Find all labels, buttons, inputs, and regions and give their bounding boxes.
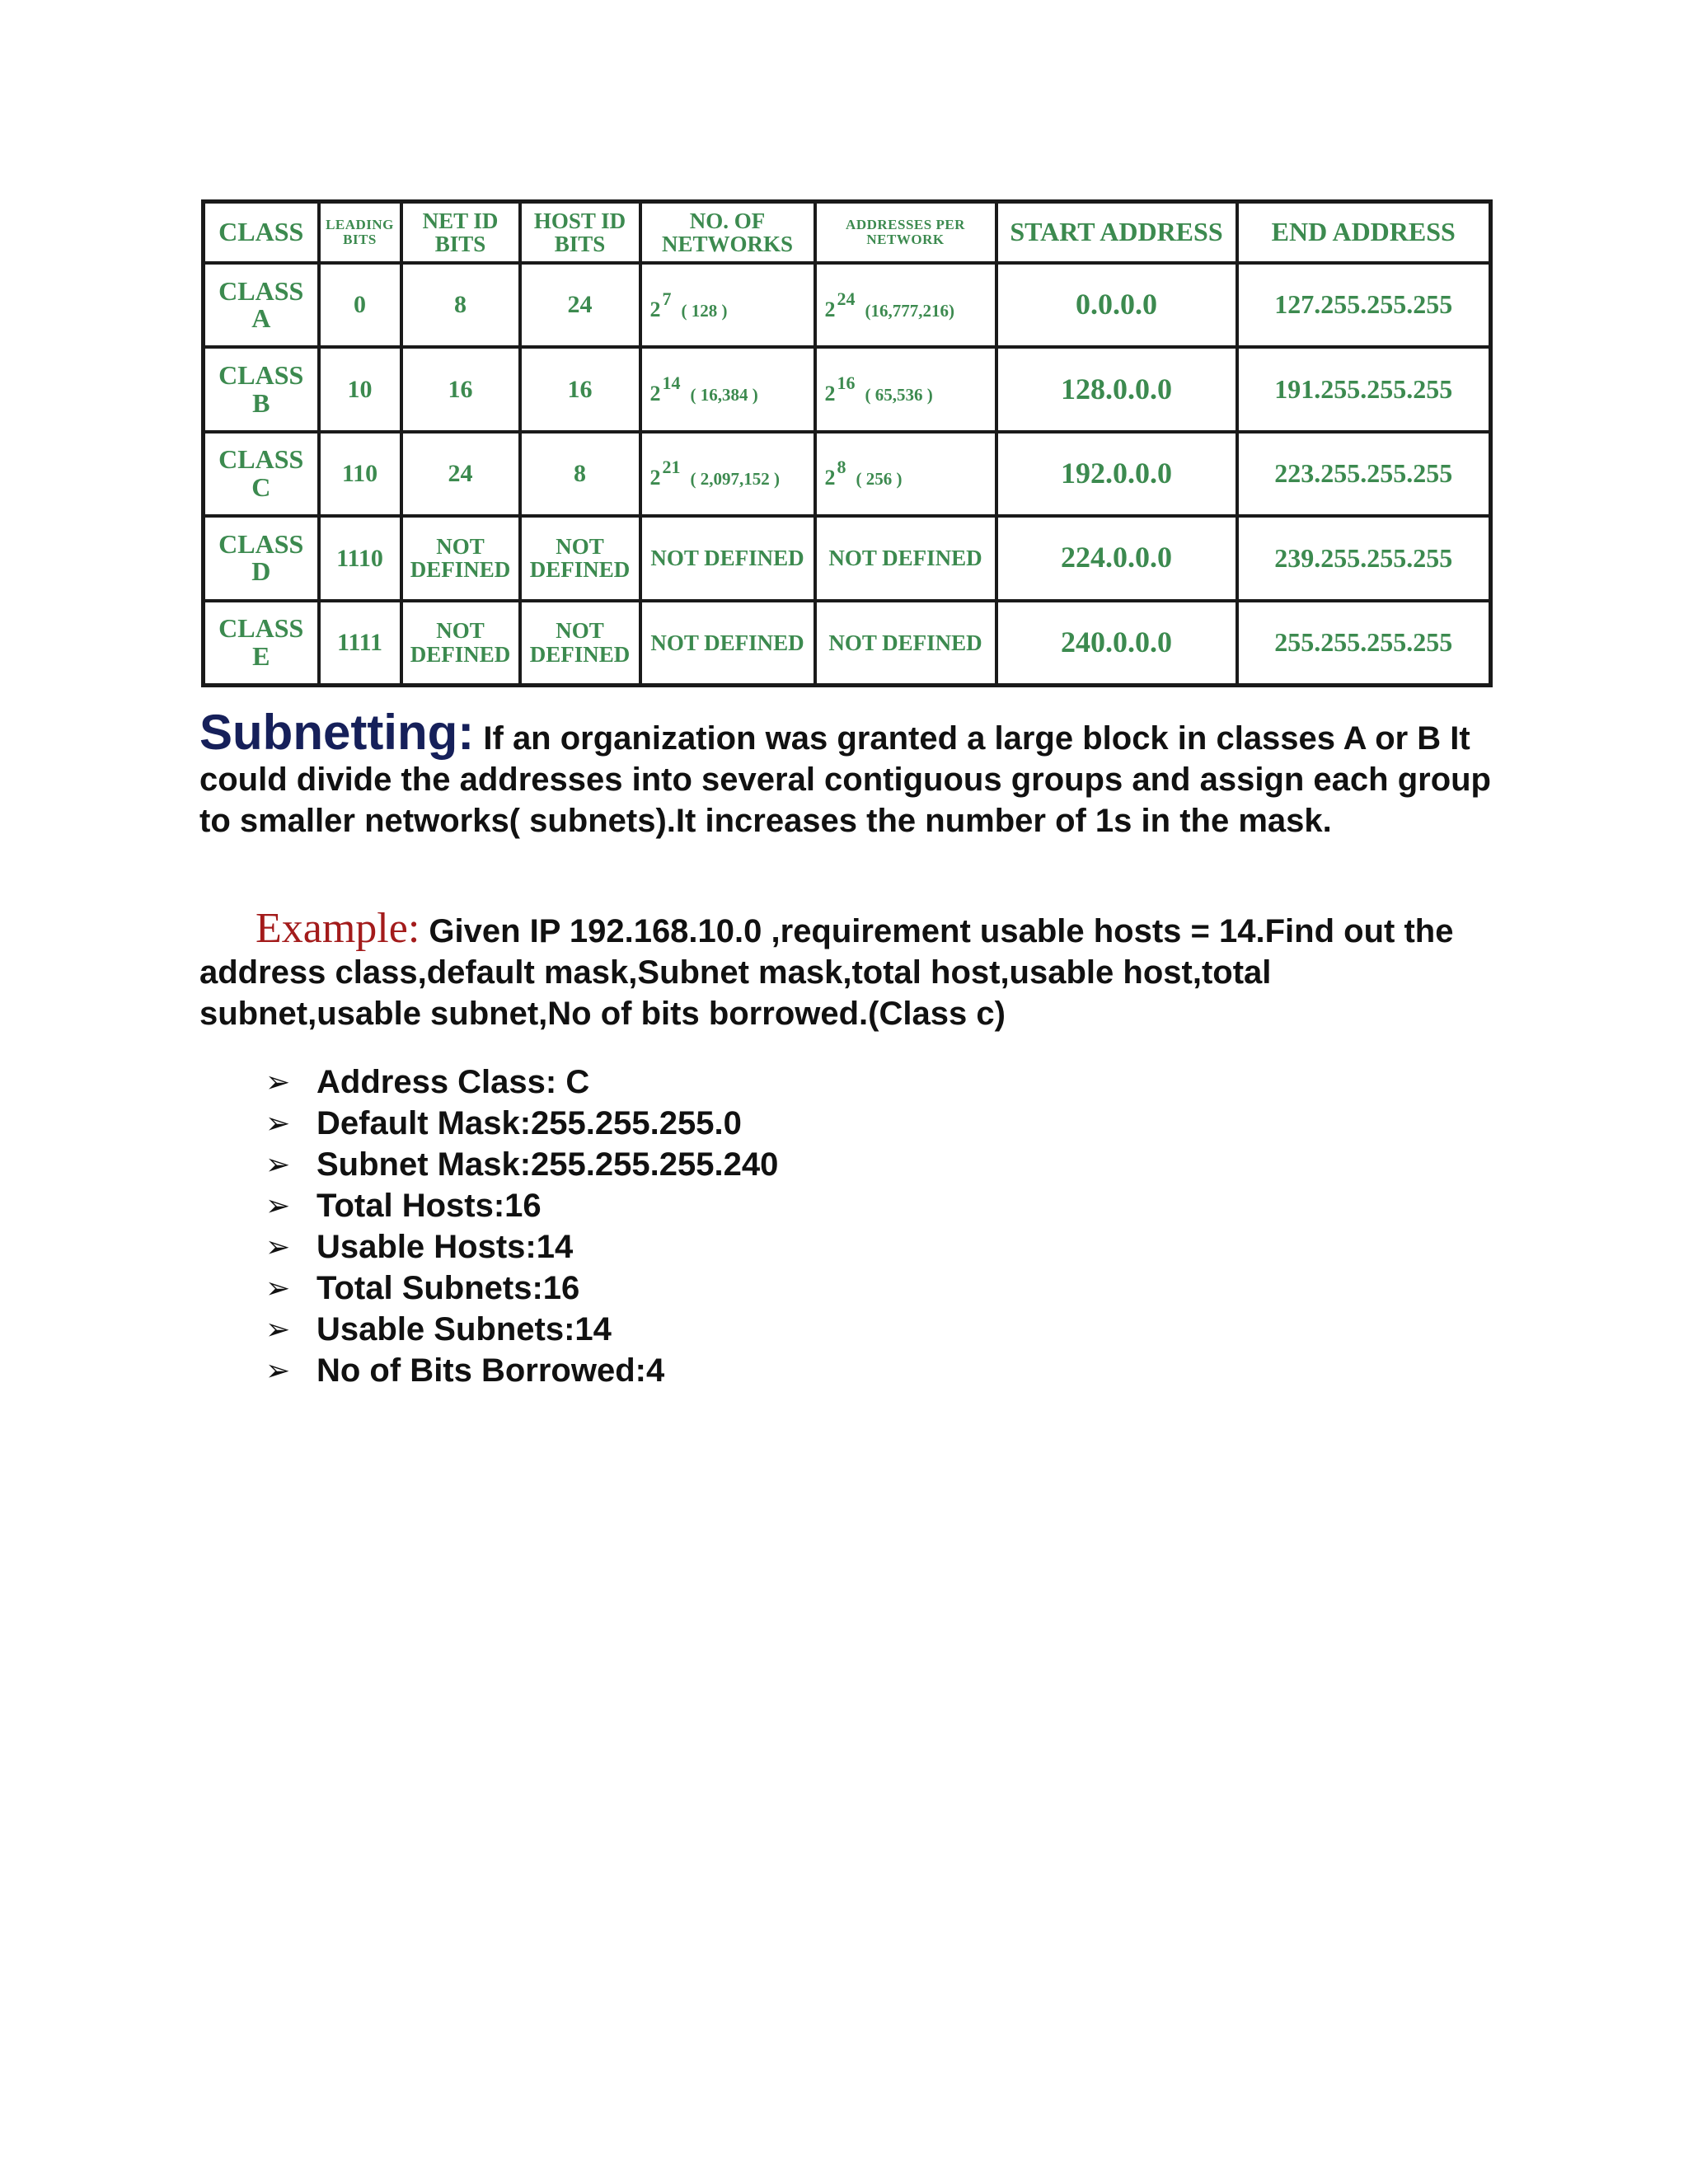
list-item: ➢ Total Subnets:16 [265, 1268, 778, 1309]
cell-leading-bits: 1111 [319, 601, 401, 686]
cell-no-of-networks: $2^{14}$( 16,384 ) [640, 347, 815, 431]
cell-addresses-per-network: $2^{16}$( 65,536 ) [815, 347, 996, 431]
arrow-bullet-icon: ➢ [265, 1188, 291, 1222]
arrow-bullet-icon: ➢ [265, 1230, 291, 1263]
list-item: ➢ Usable Hosts:14 [265, 1226, 778, 1268]
cell-end-address: 239.255.255.255 [1237, 516, 1491, 600]
list-item: ➢ Usable Subnets:14 [265, 1309, 778, 1350]
header-class: CLASS [204, 202, 319, 264]
cell-start-address: 192.0.0.0 [996, 432, 1237, 516]
table-header-row [204, 202, 1491, 264]
cell-class: CLASS D [204, 516, 319, 600]
header-end-address: END ADDRESS [1237, 202, 1491, 264]
ip-address-class-table [201, 199, 1493, 687]
subnetting-paragraph [199, 705, 1502, 841]
example-text: Given IP 192.168.10.0 ,requirement usable hosts = 14.Find out the address class,default mask,Subnet mask,total host,usable host,total subnet,usable subnet,No of bits borrowed.(Class c) [199, 913, 1454, 1032]
arrow-bullet-icon: ➢ [265, 1147, 291, 1181]
header-start-address: START ADDRESS [996, 202, 1237, 264]
cell-net-id-bits: NOT DEFINED [401, 601, 520, 686]
list-item: ➢ Subnet Mask:255.255.255.240 [265, 1144, 778, 1185]
arrow-bullet-icon: ➢ [265, 1353, 291, 1387]
cell-net-id-bits: NOT DEFINED [401, 516, 520, 600]
cell-host-id-bits: NOT DEFINED [520, 516, 640, 600]
header-no-of-networks: NO. OF NETWORKS [640, 202, 815, 264]
subnetting-text: If an organization was granted a large block in classes A or B It could divide the addresses into several contiguous groups and assign each group to smaller networks( subnets).It increases the number of 1s in the mask. [199, 720, 1491, 839]
cell-addresses-per-network: NOT DEFINED [815, 601, 996, 686]
cell-host-id-bits: NOT DEFINED [520, 601, 640, 686]
list-item: ➢ No of Bits Borrowed:4 [265, 1350, 778, 1391]
table-row-class-d [204, 516, 1491, 600]
cell-end-address: 191.255.255.255 [1237, 347, 1491, 431]
header-leading-bits: LEADING BITS [319, 202, 401, 264]
cell-end-address: 255.255.255.255 [1237, 601, 1491, 686]
cell-leading-bits: 10 [319, 347, 401, 431]
cell-end-address: 127.255.255.255 [1237, 263, 1491, 347]
cell-class: CLASS C [204, 432, 319, 516]
header-host-id-bits: HOST ID BITS [520, 202, 640, 264]
cell-class: CLASS A [204, 263, 319, 347]
cell-class: CLASS B [204, 347, 319, 431]
cell-leading-bits: 0 [319, 263, 401, 347]
header-addresses-per-network: ADDRESSES PER NETWORK [815, 202, 996, 264]
arrow-bullet-icon: ➢ [265, 1106, 291, 1140]
cell-leading-bits: 110 [319, 432, 401, 516]
example-paragraph [199, 905, 1502, 1034]
cell-start-address: 224.0.0.0 [996, 516, 1237, 600]
cell-leading-bits: 1110 [319, 516, 401, 600]
cell-start-address: 0.0.0.0 [996, 263, 1237, 347]
cell-end-address: 223.255.255.255 [1237, 432, 1491, 516]
list-item: ➢ Default Mask:255.255.255.0 [265, 1103, 778, 1144]
cell-net-id-bits: 24 [401, 432, 520, 516]
table-row-class-e [204, 601, 1491, 686]
list-item: ➢ Address Class: C [265, 1062, 778, 1103]
cell-start-address: 128.0.0.0 [996, 347, 1237, 431]
answer-list [265, 1062, 778, 1391]
arrow-bullet-icon: ➢ [265, 1065, 291, 1099]
cell-host-id-bits: 16 [520, 347, 640, 431]
cell-net-id-bits: 8 [401, 263, 520, 347]
table-row-class-c [204, 432, 1491, 516]
cell-host-id-bits: 8 [520, 432, 640, 516]
cell-addresses-per-network: NOT DEFINED [815, 516, 996, 600]
table-row-class-b [204, 347, 1491, 431]
cell-addresses-per-network: $2^8$( 256 ) [815, 432, 996, 516]
subnetting-heading: Subnetting: [199, 705, 475, 760]
table-row-class-a [204, 263, 1491, 347]
example-heading: Example: [256, 905, 420, 952]
arrow-bullet-icon: ➢ [265, 1271, 291, 1305]
cell-addresses-per-network: $2^{24}(16,777,216)$ [815, 263, 996, 347]
cell-class: CLASS E [204, 601, 319, 686]
cell-net-id-bits: 16 [401, 347, 520, 431]
cell-start-address: 240.0.0.0 [996, 601, 1237, 686]
cell-no-of-networks: NOT DEFINED [640, 601, 815, 686]
cell-no-of-networks: $2^{21}$( 2,097,152 ) [640, 432, 815, 516]
cell-no-of-networks: $2^7$( 128 ) [640, 263, 815, 347]
arrow-bullet-icon: ➢ [265, 1312, 291, 1346]
cell-no-of-networks: NOT DEFINED [640, 516, 815, 600]
header-net-id-bits: NET ID BITS [401, 202, 520, 264]
list-item: ➢ Total Hosts:16 [265, 1185, 778, 1226]
cell-host-id-bits: 24 [520, 263, 640, 347]
